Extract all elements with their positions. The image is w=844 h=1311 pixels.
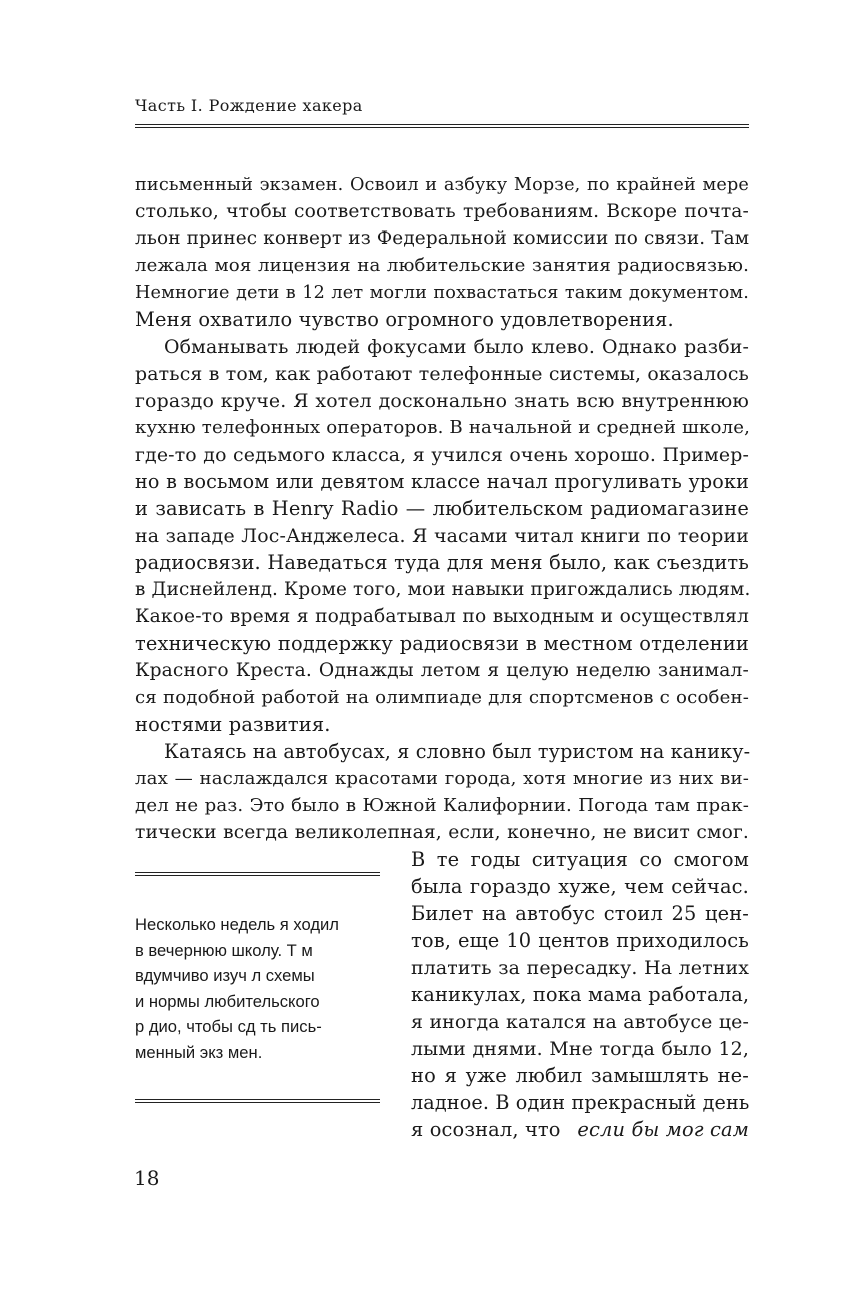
sidebar-top-rule bbox=[135, 872, 380, 876]
text-line: Немногие дети в 12 лет могли похвастаться таким документом. bbox=[135, 283, 749, 303]
text-line: лыми днями. Мне тогда было 12, bbox=[411, 1038, 749, 1060]
text-line: я иногда катался на автобусе це- bbox=[411, 1011, 749, 1033]
sidebar-quote bbox=[135, 912, 380, 1066]
text-line: Меня охватило чувство огромного удовлетворения. bbox=[135, 308, 674, 331]
text-line: В те годы ситуация со смогом bbox=[411, 848, 749, 871]
text-line: техническую поддержку радиосвязи в местном отделении bbox=[135, 632, 749, 655]
sidebar-line: и нормы любительского bbox=[135, 991, 320, 1011]
text-line: радиосвязи. Наведаться туда для меня было, как съездить bbox=[135, 551, 749, 574]
text-line: тически всегда великолепная, если, конечно, не висит смог. bbox=[135, 822, 749, 843]
italic-emphasis: если бы мог сам bbox=[577, 1118, 749, 1141]
sidebar-bottom-rule bbox=[135, 1099, 380, 1103]
text-line: лах — наслаждался красотами города, хотя многие из них ви- bbox=[135, 768, 749, 789]
running-header: Часть I. Рождение хакера bbox=[135, 96, 363, 115]
page-number: 18 bbox=[134, 1166, 160, 1190]
text-line: гораздо круче. Я хотел досконально знать всю внутреннюю bbox=[135, 390, 749, 412]
text-line: раться в том, как работают телефонные системы, оказалось bbox=[135, 363, 749, 385]
text-line: ся подобной работой на олимпиаде для спортсменов с особен- bbox=[135, 687, 749, 708]
text-line: но в восьмом или девятом классе начал прогуливать уроки bbox=[135, 470, 749, 493]
sidebar-line: в вечернюю школу. Т м bbox=[135, 940, 313, 960]
text-line: Какое-то время я подрабатывал по выходным и осуществлял bbox=[135, 606, 749, 627]
text-fragment: я осознал, что bbox=[411, 1118, 561, 1141]
text-line: лежала моя лицензия на любительские занятия радиосвязью. bbox=[135, 255, 749, 276]
text-line: льон принес конверт из Федеральной комиссии по связи. Там bbox=[135, 228, 750, 249]
text-line: где-то до седьмого класса, я учился очень хорошо. Пример- bbox=[135, 444, 749, 466]
text-line: платить за пересадку. На летних bbox=[411, 957, 749, 979]
text-line: и зависать в Henry Radio — любительском радиомагазине bbox=[135, 497, 749, 520]
text-line: в Диснейленд. Кроме того, мои навыки пригождались людям. bbox=[135, 579, 751, 600]
text-line: на западе Лос-Анджелеса. Я часами читал книги по теории bbox=[135, 525, 749, 547]
sidebar-line: менный экз мен. bbox=[135, 1042, 263, 1062]
header-rule bbox=[135, 124, 749, 128]
text-line: Обманывать людей фокусами было клево. Однако разби- bbox=[164, 336, 749, 358]
text-line: столько, чтобы соответствовать требованиям. Вскоре почта- bbox=[135, 201, 749, 222]
text-line: была гораздо хуже, чем сейчас. bbox=[411, 875, 749, 898]
text-line: тов, еще 10 центов приходилось bbox=[411, 929, 749, 952]
text-line: ностями развития. bbox=[135, 713, 331, 736]
text-line-last bbox=[411, 1117, 749, 1143]
text-line: каникулах, пока мама работала, bbox=[411, 983, 750, 1006]
text-line: письменный экзамен. Освоил и азбуку Морзе, по крайней мере bbox=[135, 175, 749, 195]
text-line: кухню телефонных операторов. В начальной и средней школе, bbox=[135, 417, 751, 438]
sidebar-line: вдумчиво изуч л схемы bbox=[135, 966, 315, 986]
sidebar-line: Несколько недель я ходил bbox=[135, 915, 339, 934]
text-line: Билет на автобус стоил 25 цен- bbox=[411, 902, 749, 925]
text-line: но я уже любил замышлять не- bbox=[411, 1064, 749, 1087]
text-line: Катаясь на автобусах, я словно был туристом на канику- bbox=[164, 740, 751, 763]
text-line: Красного Креста. Однажды летом я целую неделю занимал- bbox=[135, 660, 749, 681]
text-line: дел не раз. Это было в Южной Калифорнии. Погода там прак- bbox=[135, 795, 749, 816]
text-line: ладное. В один прекрасный день bbox=[411, 1091, 750, 1114]
sidebar-line: р дио, чтобы сд ть пись- bbox=[135, 1017, 322, 1037]
